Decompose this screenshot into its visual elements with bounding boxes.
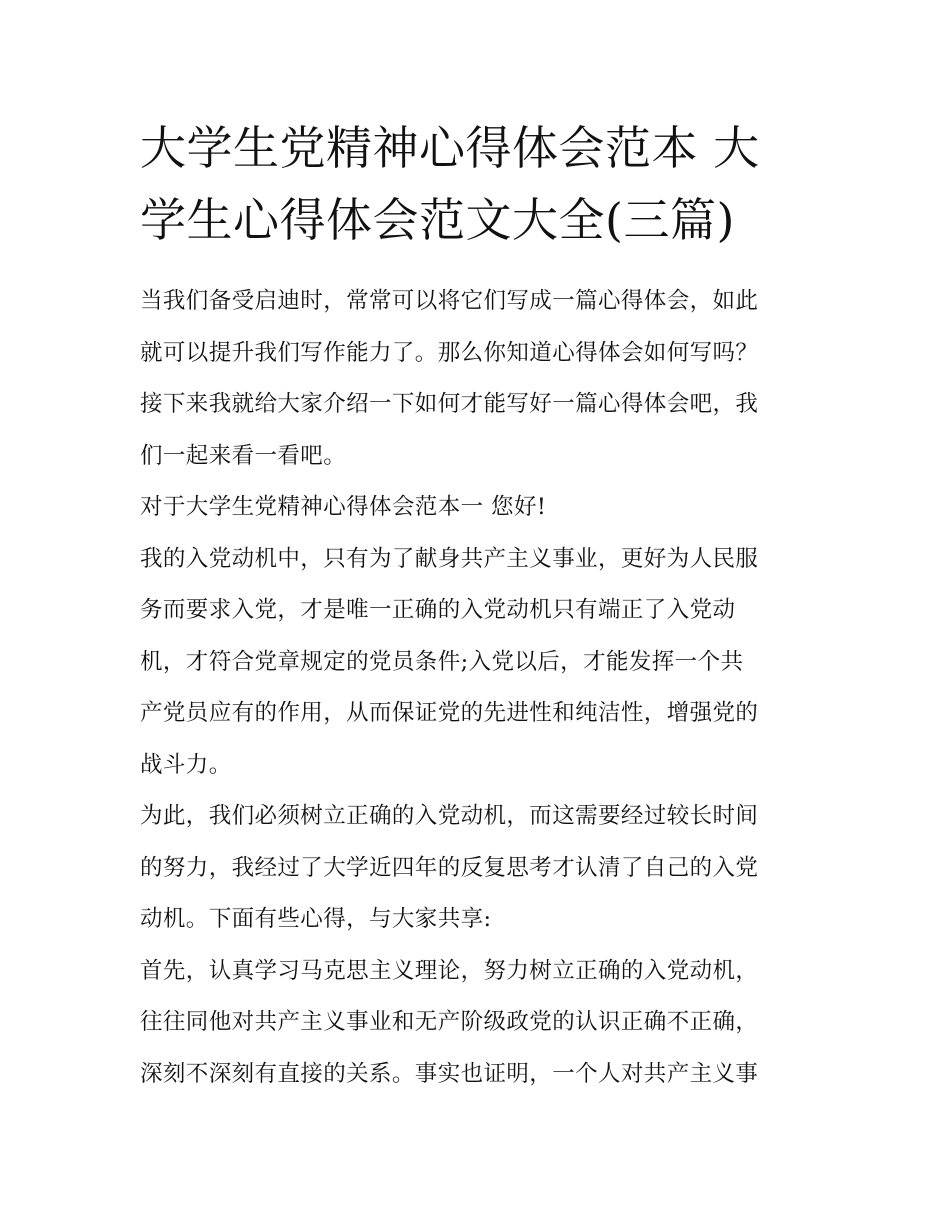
text-line: 的努力，我经过了大学近四年的反复思考才认清了自己的入党 bbox=[140, 854, 759, 881]
text-line: 当我们备受启迪时，常常可以将它们写成一篇心得体会，如此 bbox=[140, 288, 759, 314]
title-line: 学生心得体会范文大全(三篇) bbox=[140, 193, 735, 247]
section-heading-line: 对于大学生党精神心得体会范本一 您好! bbox=[140, 494, 547, 520]
document-title bbox=[140, 112, 820, 256]
text-line: 为此，我们必须树立正确的入党动机，而这需要经过较长时间 bbox=[140, 803, 759, 829]
text-line: 就可以提升我们写作能力了。那么你知道心得体会如何写吗？ bbox=[140, 339, 759, 366]
title-line: 大学生党精神心得体会范本 大 bbox=[140, 121, 760, 175]
text-line: 我的入党动机中，只有为了献身共产主义事业，更好为人民服 bbox=[140, 545, 759, 572]
text-line: 产党员应有的作用，从而保证党的先进性和纯洁性，增强党的 bbox=[140, 700, 759, 726]
document-body bbox=[140, 276, 830, 1100]
text-line: 动机。下面有些心得，与大家共享: bbox=[140, 906, 492, 932]
text-line: 首先，认真学习马克思主义理论，努力树立正确的入党动机， bbox=[140, 957, 759, 984]
text-line: 战斗力。 bbox=[140, 751, 232, 778]
text-line: 深刻不深刻有直接的关系。事实也证明，一个人对共产主义事 bbox=[140, 1060, 759, 1087]
text-line: 机，才符合党章规定的党员条件;入党以后，才能发挥一个共 bbox=[140, 648, 744, 675]
text-line: 往往同他对共产主义事业和无产阶级政党的认识正确不正确， bbox=[140, 1009, 759, 1035]
text-line: 接下来我就给大家介绍一下如何才能写好一篇心得体会吧，我 bbox=[140, 391, 759, 417]
text-line: 们一起来看一看吧。 bbox=[140, 442, 347, 469]
text-line: 务而要求入党，才是唯一正确的入党动机只有端正了入党动 bbox=[140, 597, 736, 623]
